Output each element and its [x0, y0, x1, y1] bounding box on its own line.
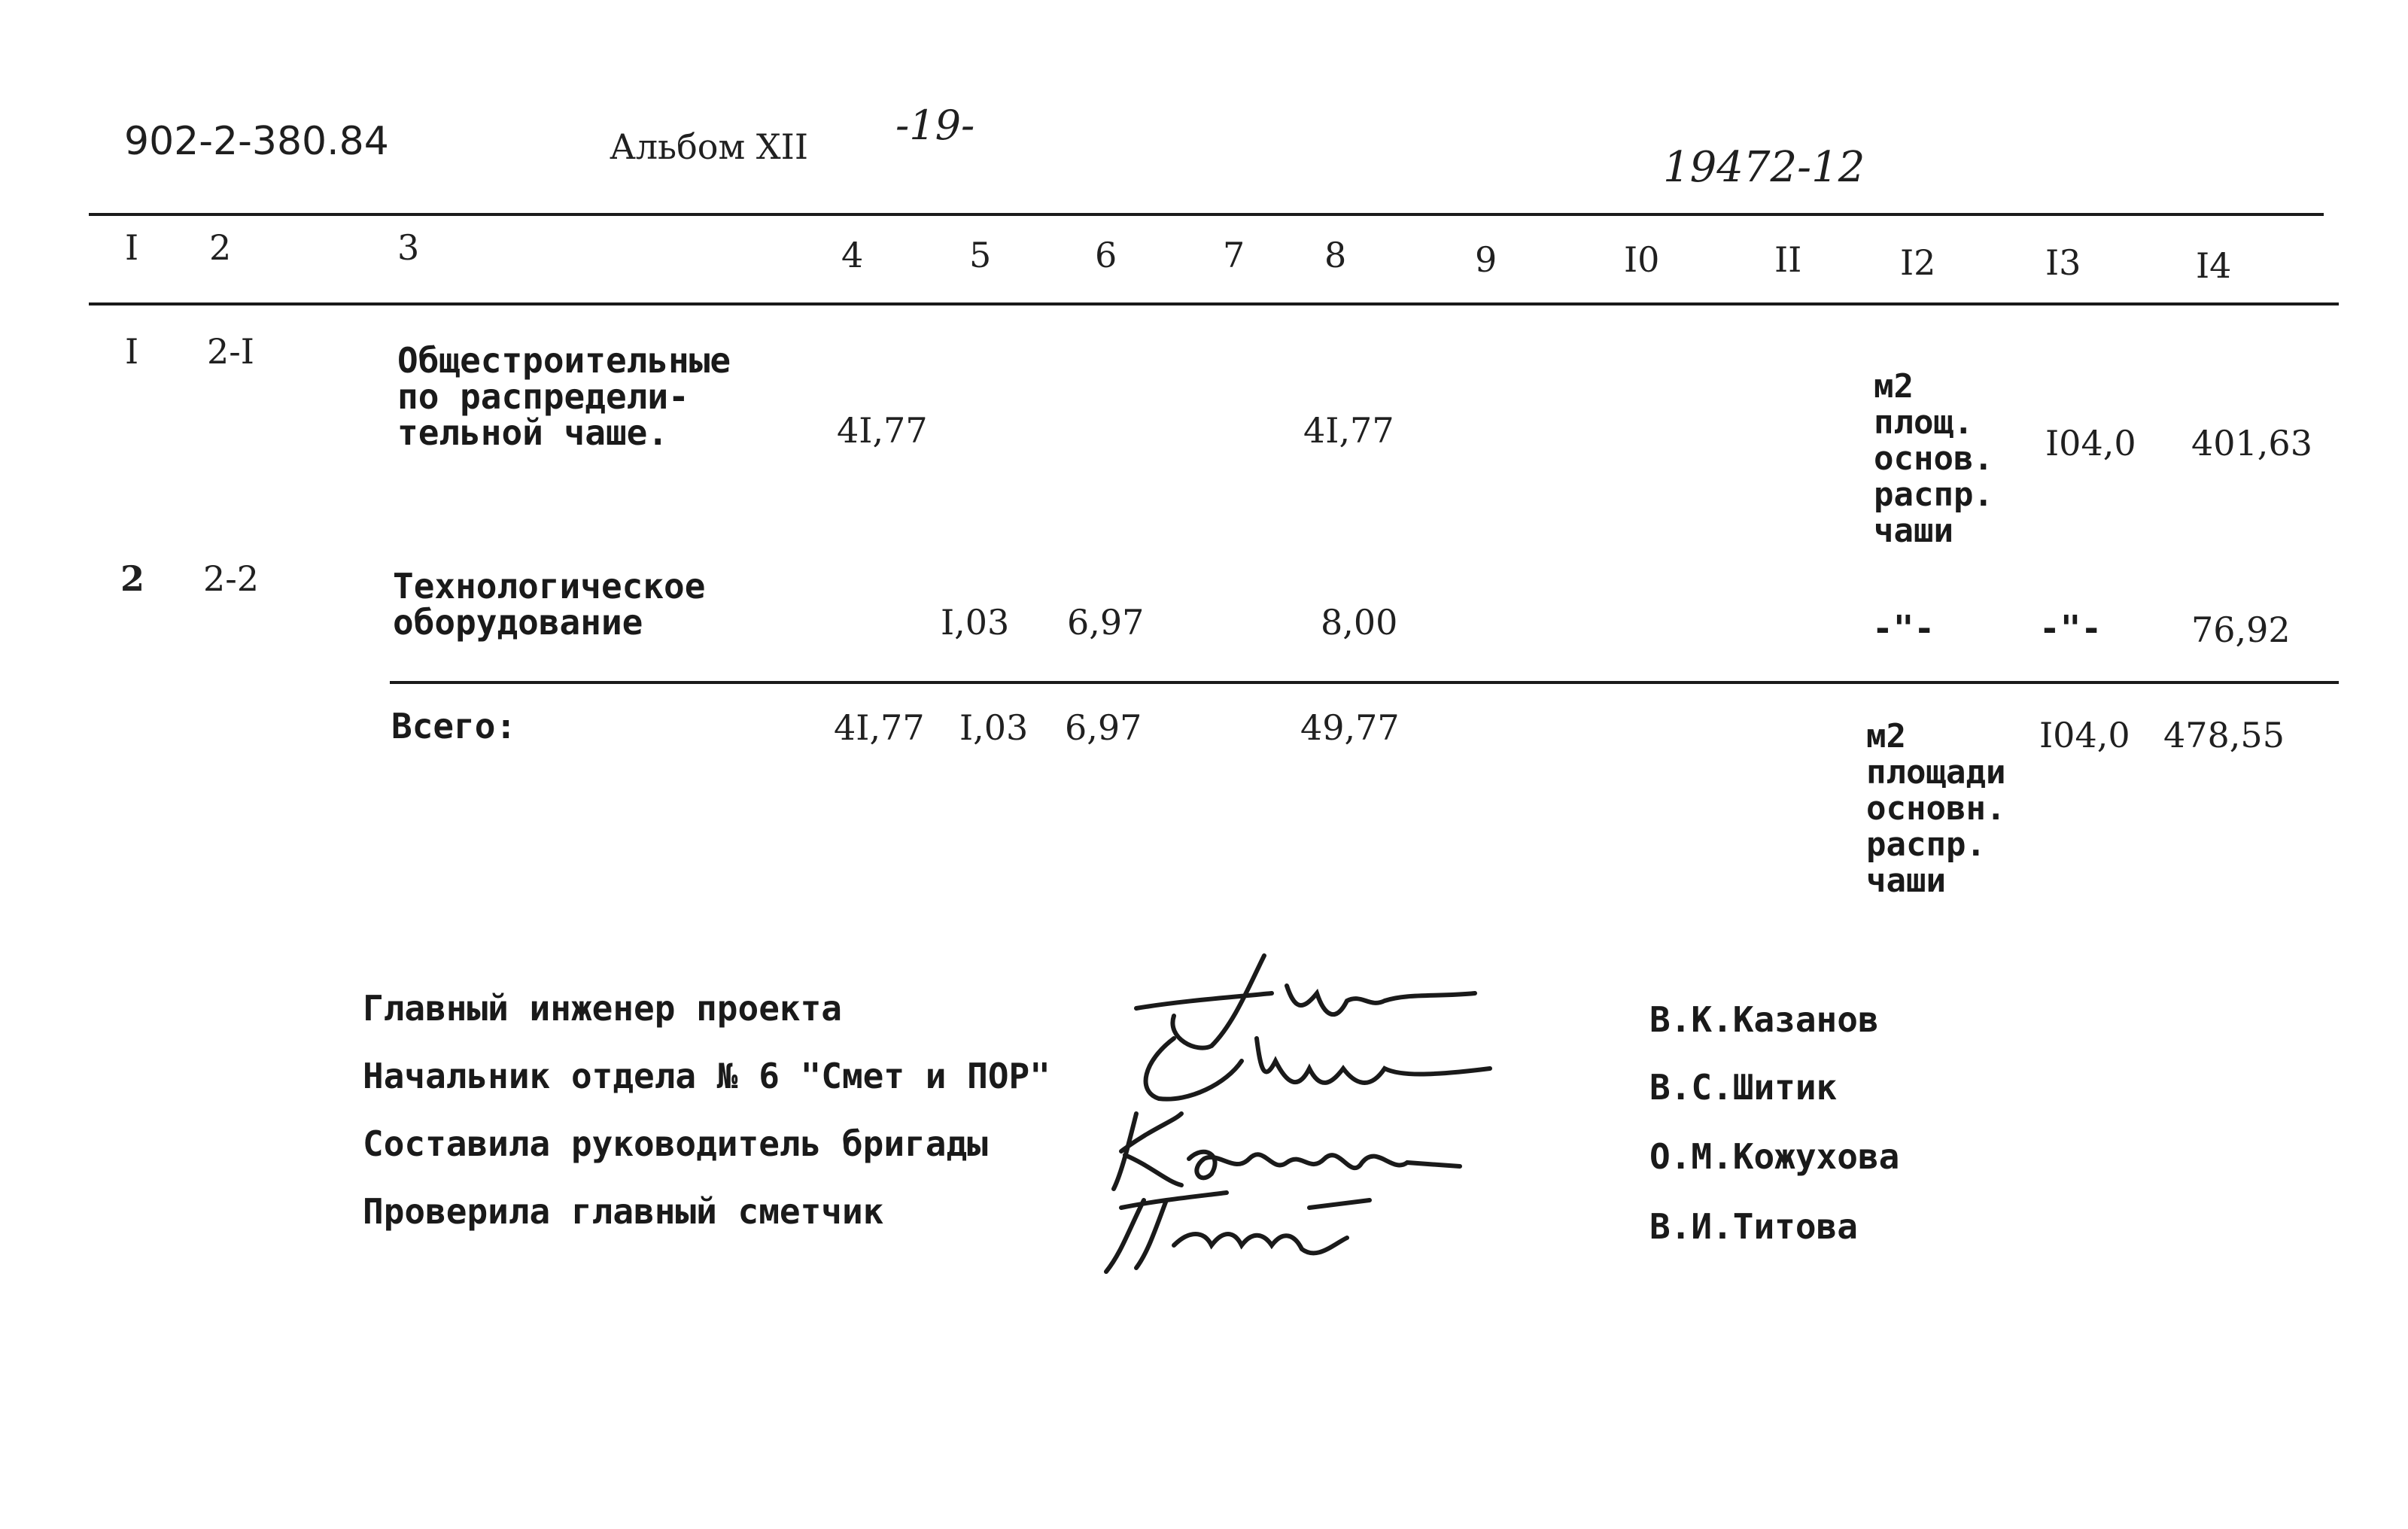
inventory-number: 19472-12 [1663, 143, 1865, 192]
cell-qty: -"- [2039, 608, 2102, 649]
signature-name: В.И.Титова [1649, 1206, 1858, 1247]
total-col8: 49,77 [1300, 707, 1400, 748]
column-number: I [125, 227, 139, 268]
row-name: Технологическое оборудование [393, 566, 706, 643]
row-unit: м2 площ. основ. распр. чаши [1874, 367, 1993, 550]
total-unit: м2 площади основн. распр. чаши [1866, 717, 2006, 900]
row-code: 2-I [207, 331, 254, 372]
cell-col4: 4I,77 [837, 410, 928, 451]
column-number: I0 [1624, 239, 1660, 280]
handwritten-signature-2 [1129, 1008, 1520, 1114]
row-name: Общестроительные по распредели- тельной чаше. [397, 340, 731, 453]
total-qty: I04,0 [2039, 715, 2130, 755]
row-number: I [125, 331, 139, 372]
total-rule [390, 681, 2339, 684]
document-code: 902-2-380.84 [124, 119, 389, 164]
column-number: 3 [397, 227, 420, 268]
column-number: 7 [1223, 235, 1245, 275]
signature-role: Начальник отдела № 6 "Смет и ПОР" [363, 1056, 1050, 1096]
cell-col5: I,03 [941, 602, 1010, 643]
album-label: Альбом XII [610, 126, 808, 167]
column-number: I2 [1900, 242, 1936, 283]
signature-role: Проверила главный сметчик [363, 1191, 884, 1232]
column-number: 4 [841, 235, 864, 275]
column-number: I3 [2045, 242, 2081, 283]
column-number: 6 [1095, 235, 1117, 275]
cell-cost: 76,92 [2191, 609, 2291, 650]
column-number: 9 [1475, 239, 1497, 280]
signature-name: В.С.Шитик [1649, 1067, 1838, 1108]
total-col4: 4I,77 [834, 707, 925, 748]
column-number: I4 [2196, 245, 2232, 286]
total-col6: 6,97 [1065, 707, 1142, 748]
cell-col8: 4I,77 [1303, 410, 1394, 451]
total-col5: I,03 [959, 707, 1029, 748]
cell-col6: 6,97 [1067, 602, 1145, 643]
total-label: Всего: [391, 706, 517, 746]
cell-cost: 401,63 [2191, 423, 2312, 464]
cell-col8: 8,00 [1321, 602, 1398, 643]
row-number: 2 [120, 558, 145, 599]
signature-role: Составила руководитель бригады [363, 1123, 988, 1164]
signature-name: О.М.Кожухова [1649, 1136, 1900, 1177]
column-number: 8 [1324, 235, 1347, 275]
signature-role: Главный инженер проекта [363, 988, 842, 1029]
page-number: -19- [895, 102, 975, 149]
handwritten-signature-4 [1091, 1178, 1407, 1275]
column-number: II [1774, 239, 1802, 280]
cell-qty: I04,0 [2045, 423, 2136, 464]
header-bottom-rule [89, 302, 2339, 305]
header-top-rule [89, 213, 2324, 216]
total-cost: 478,55 [2163, 715, 2285, 755]
row-unit: -"- [1872, 608, 1935, 649]
row-code: 2-2 [203, 558, 260, 599]
column-number: 2 [209, 227, 232, 268]
column-number: 5 [969, 235, 992, 275]
signature-name: В.К.Казанов [1649, 999, 1879, 1040]
